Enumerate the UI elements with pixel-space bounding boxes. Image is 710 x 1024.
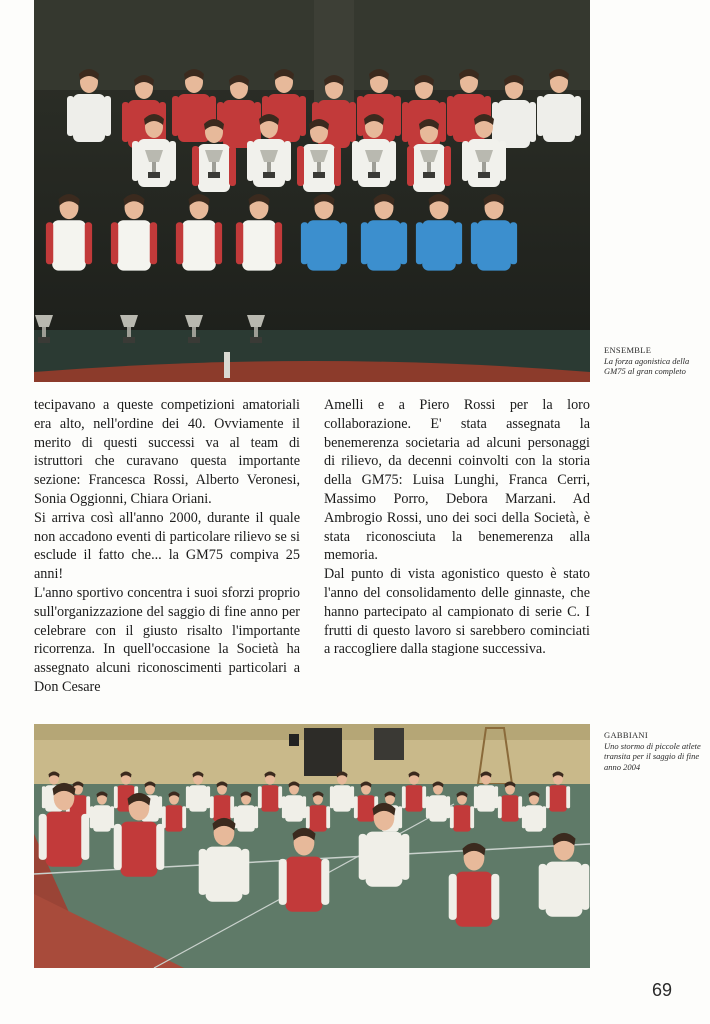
paragraph: tecipavano a queste competizioni amatoriali era alto, nell'ordine dei 40. Ovviamente il merito di questi successi va al team di istruttori che curavano questa importante sezione: Francesca Rossi, Alberto Veronesi, Sonia Oggionni, Chiara Oriani. xyxy=(34,397,300,507)
caption-title: ENSEMBLE xyxy=(604,345,652,355)
caption-title: GABBIANI xyxy=(604,730,648,740)
caption-gabbiani xyxy=(604,730,704,772)
text-column-left xyxy=(34,396,300,697)
paragraph: L'anno sportivo concentra i suoi sforzi proprio sull'organizzazione del saggio di fine anno per celebrare con il giusto risalto l'importante ricorrenza. In quell'occasione la Società ha assegnato alcuni riconoscimenti particolari a Don Cesare xyxy=(34,584,300,695)
team-group-photo xyxy=(34,0,590,382)
paragraph: Dal punto di vista agonistico questo è stato l'anno del consolidamento delle ginnaste, che hanno partecipato al campionato di serie C. I frutti di questo lavoro si sarebbero cominciati a raccogliere dalla stagione successiva. xyxy=(324,566,590,658)
team-photo-illustration xyxy=(34,0,590,382)
caption-body: Uno stormo di piccole atlete transita per il saggio di fine anno 2004 xyxy=(604,740,701,772)
text-column-right xyxy=(324,396,590,659)
paragraph: Amelli e a Piero Rossi per la loro collaborazione. E' stata assegnata la benemerenza societaria ad alcuni personaggi di rilievo, da decenni coinvolti con la storia della GM75: Luisa Lunghi, Franca Cerri, Massimo Porro, Debora Marzani. Ad Ambrogio Rossi, uno dei soci della Società, è stata riconosciuta la benemerenza alla memoria. xyxy=(324,397,590,564)
gymnasts-parade-photo xyxy=(34,724,590,968)
gym-photo-illustration xyxy=(34,724,590,968)
caption-body: La forza agonistica della GM75 al gran completo xyxy=(604,355,690,376)
page-number: 69 xyxy=(652,980,673,1000)
paragraph: Si arriva così all'anno 2000, durante il quale non accadono eventi di particolare rilievo se si esclude il fatto che... la GM75 compiva 25 anni! xyxy=(34,509,300,583)
caption-ensemble xyxy=(604,345,704,377)
